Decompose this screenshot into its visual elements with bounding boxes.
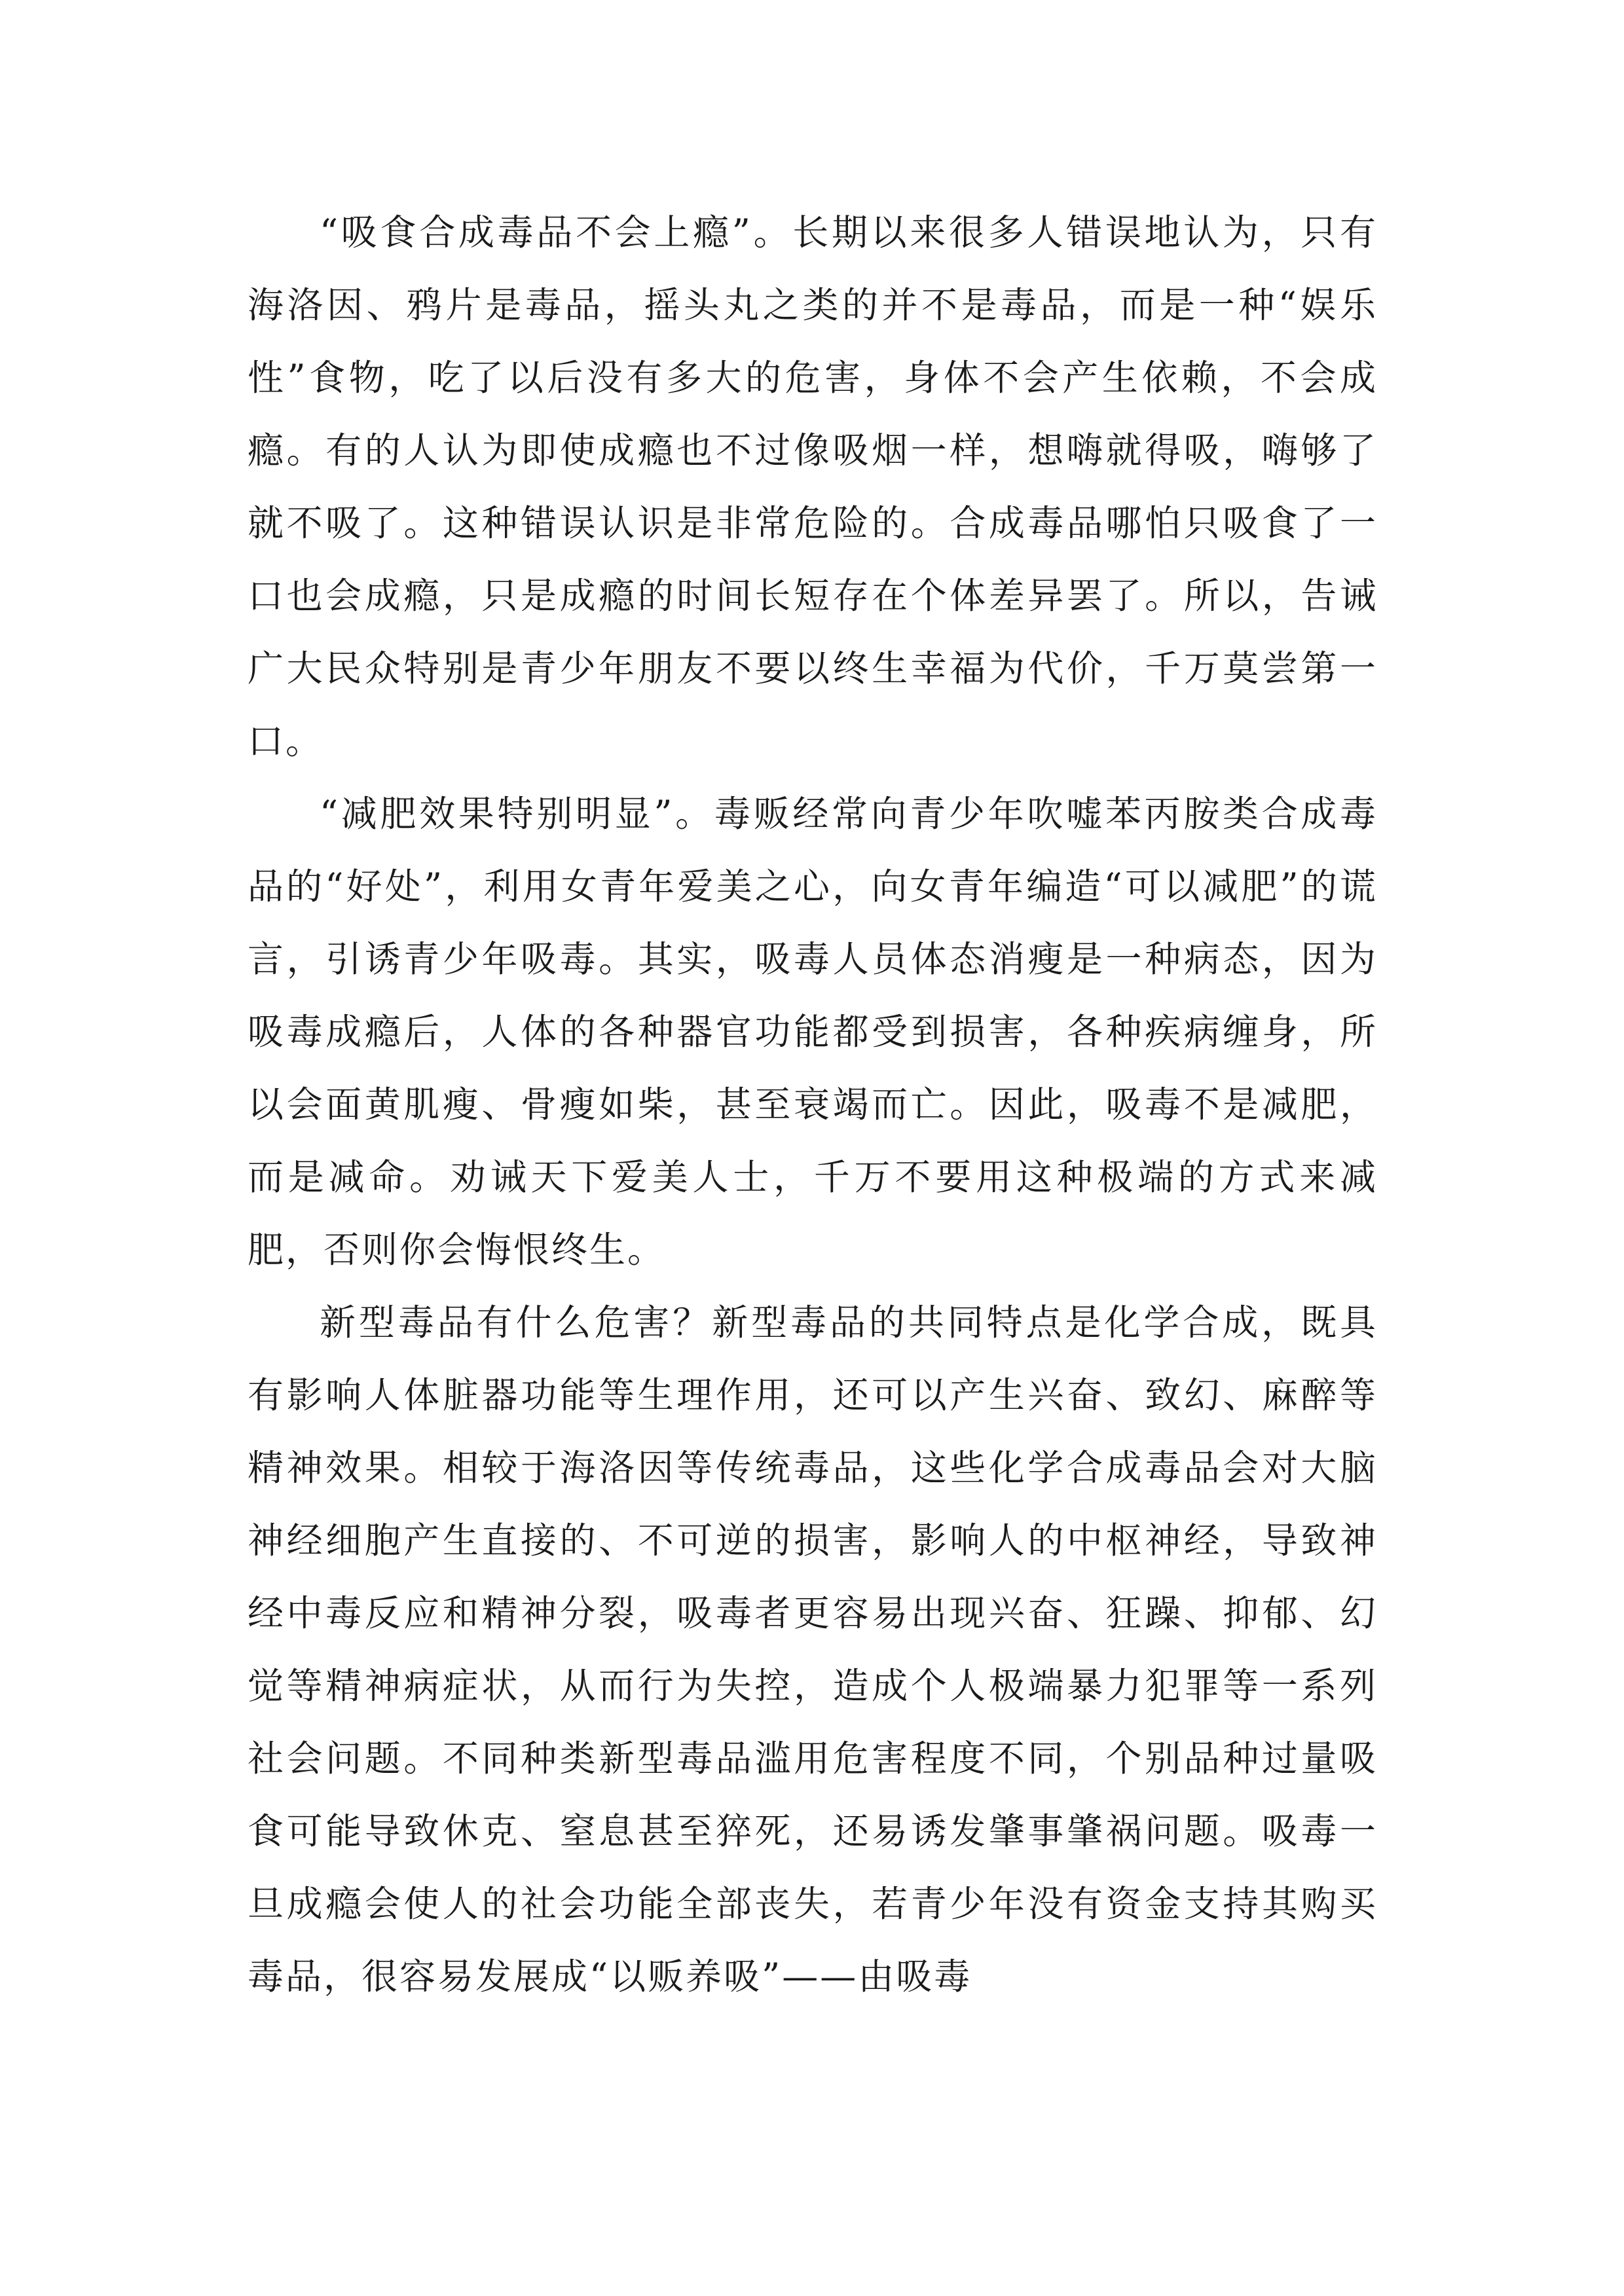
paragraph-weight-loss-myth: “减肥效果特别明显”。毒贩经常向青少年吹嘘苯丙胺类合成毒品的“好处”，利用女青年爱美之心，向女青年编造“可以减肥”的谎言，引诱青少年吸毒。其实，吸毒人员体态消瘦是一种病态，因为吸毒成瘾后，人体的各种器官功能都受到损害，各种疾病缠身，所以会面黄肌瘦、骨瘦如柴，甚至衰竭而亡。因此，吸毒不是减肥，而是减命。劝诫天下爱美人士，千万不要用这种极端的方式来减肥，否则你会悔恨终生。 — [248, 793, 1378, 1271]
document-body — [248, 196, 1378, 2013]
paragraph-addiction-myth: “吸食合成毒品不会上瘾”。长期以来很多人错误地认为，只有海洛因、鸦片是毒品，摇头丸之类的并不是毒品，而是一种“娱乐性”食物，吃了以后没有多大的危害，身体不会产生依赖，不会成瘾。有的人认为即使成瘾也不过像吸烟一样，想嗨就得吸，嗨够了就不吸了。这种错误认识是非常危险的。合成毒品哪怕只吸食了一口也会成瘾，只是成瘾的时间长短存在个体差异罢了。所以，告诫广大民众特别是青少年朋友不要以终生幸福为代价，千万莫尝第一口。 — [248, 211, 1378, 762]
paragraph-new-drug-harm: 新型毒品有什么危害？新型毒品的共同特点是化学合成，既具有影响人体脏器功能等生理作用，还可以产生兴奋、致幻、麻醉等精神效果。相较于海洛因等传统毒品，这些化学合成毒品会对大脑神经细胞产生直接的、不可逆的损害，影响人的中枢神经，导致神经中毒反应和精神分裂，吸毒者更容易出现兴奋、狂躁、抑郁、幻觉等精神病症状，从而行为失控，造成个人极端暴力犯罪等一系列社会问题。不同种类新型毒品滥用危害程度不同，个别品种过量吸食可能导致休克、窒息甚至猝死，还易诱发肇事肇祸问题。吸毒一旦成瘾会使人的社会功能全部丧失，若青少年没有资金支持其购买毒品，很容易发展成“以贩养吸”——由吸毒 — [248, 1302, 1378, 1997]
